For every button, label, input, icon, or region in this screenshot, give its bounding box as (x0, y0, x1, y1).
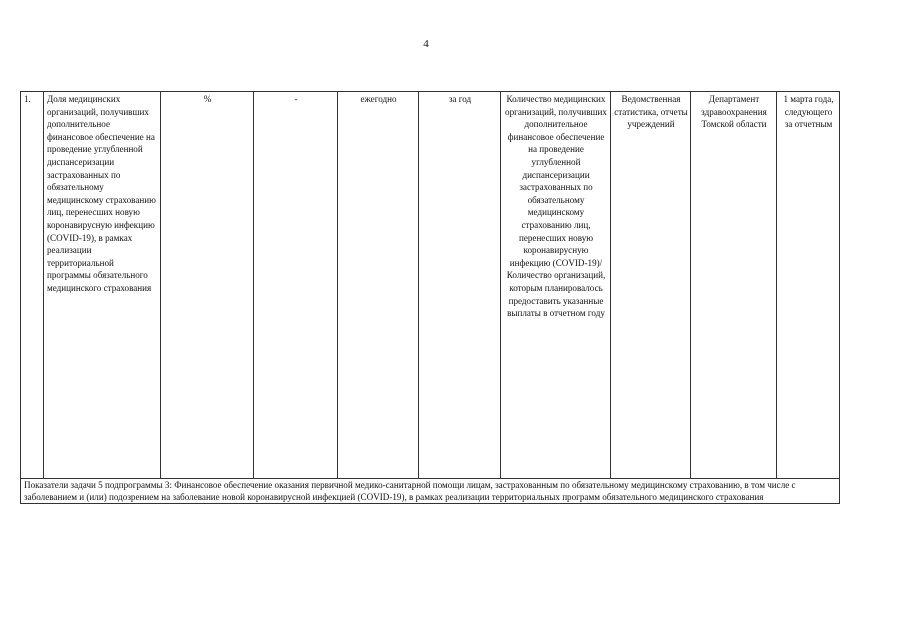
indicator-name-cell: Доля медицинских организаций, получивших дополнительное финансовое обеспечение на проведение углубленной диспансеризации застрахованных по обязательному медицинскому страхованию лиц, перенесших новую коронавирусную инфекцию (COVID-19), в рамках реализации территориальной программы обязательного медицинского страхования (44, 92, 161, 479)
deadline-cell: 1 марта года, следующего за отчетным (777, 92, 840, 479)
row-number-cell: 1. (21, 92, 44, 479)
calculation-method-cell: Количество медицинских организаций, получивших дополнительное финансовое обеспечение на проведение углубленной диспансеризации застрахованных по обязательному медицинскому страхованию лиц, перенесших новую коронавирусную инфекцию (COVID-19)/ Количество организаций, которым планировалось предоставить указанные выплаты в отчетном году (501, 92, 611, 479)
weight-cell: - (254, 92, 338, 479)
page-number: 4 (423, 38, 429, 50)
unit-cell: % (161, 92, 254, 479)
responsible-cell: Департамент здравоохранения Томской области (691, 92, 777, 479)
indicators-table (20, 91, 840, 504)
task-note-cell: Показатели задачи 5 подпрограммы 3: Финансовое обеспечение оказания первичной медико-санитарной помощи лицам, застрахованным по обязательному медицинскому страхованию, в том числе с заболеванием и (или) подозрением на заболевание новой коронавирусной инфекцией (COVID-19), в рамках реализации территориальных программ обязательного медицинского страхования (21, 479, 840, 504)
time-basis-cell: за год (419, 92, 501, 479)
periodicity-cell: ежегодно (338, 92, 419, 479)
data-source-cell: Ведомственная статистика, отчеты учреждений (611, 92, 691, 479)
table-row (21, 92, 840, 479)
task-note-row (21, 479, 840, 504)
